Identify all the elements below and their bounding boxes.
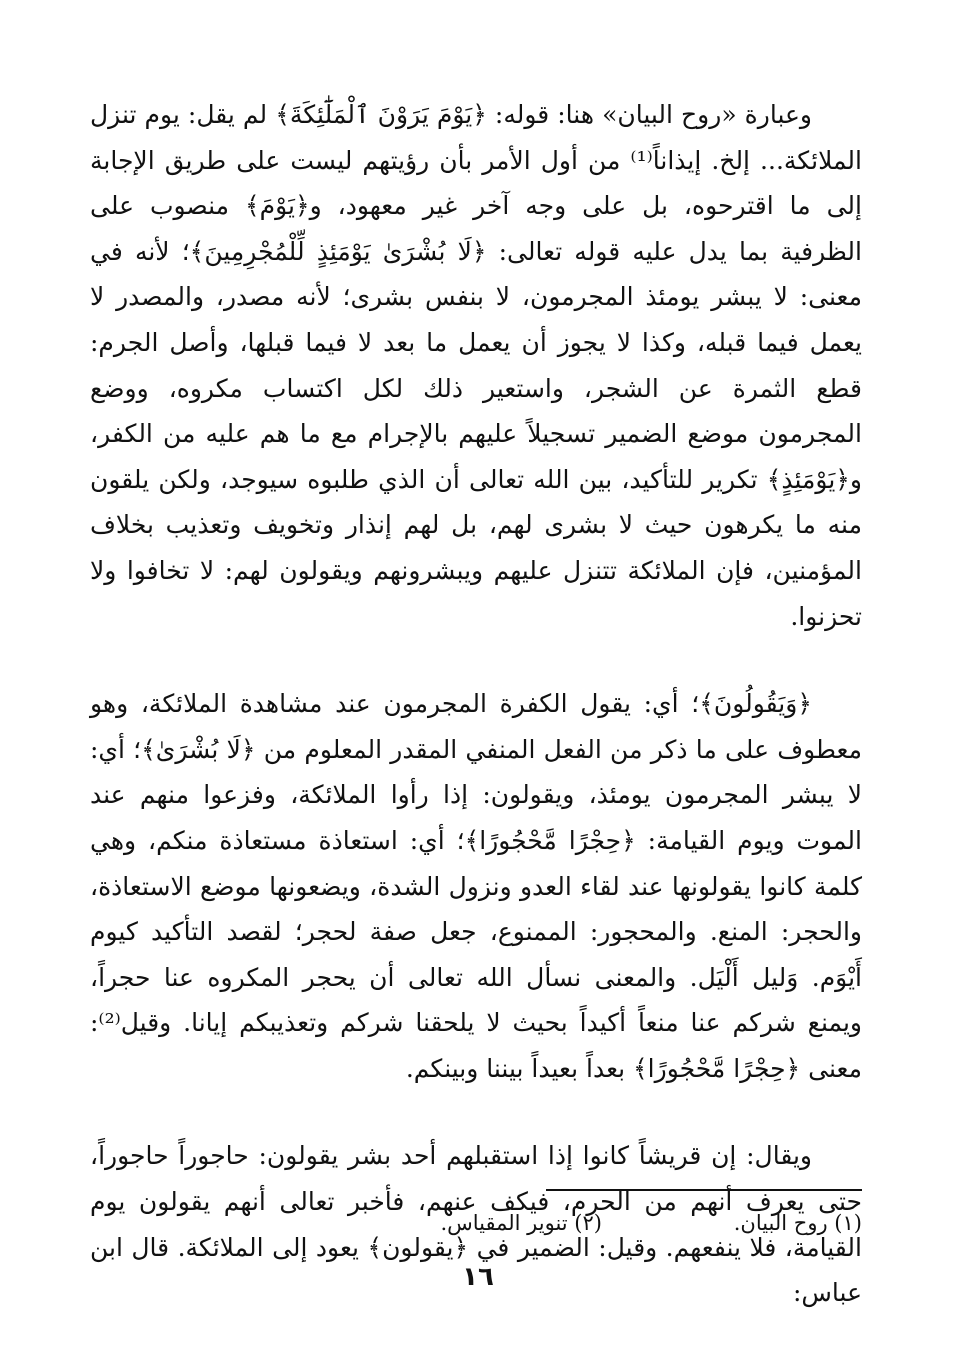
main-text: [90, 92, 862, 1316]
paragraph: ﴿وَيَقُولُونَ﴾؛ أي: يقول الكفرة المجرمون عند مشاهدة الملائكة، وهو معطوف على ما ذكر من الفعل المنفي المقدر المعلوم من ﴿لَا بُشْرَىٰ﴾؛ أي: لا يبشر المجرمون يومئذ، ويقولون: إذا رأوا الملائكة، وفزعوا منهم عند الموت ويوم القيامة: ﴿حِجْرًا مَّحْجُورًا﴾؛ أي: استعاذة مستعاذة منكم، وهي كلمة كانوا يقولونها عند لقاء العدو ونزول الشدة، ويضعونها موضع الاستعاذة، والحجر: المنع. والمحجور: الممنوع، جعل صفة لحجر؛ لقصد التأكيد كيوم أَيْوَم. وَليل أَلْيَل. والمعنى نسأل الله تعالى أن يحجر المكروه عنا حجراً، ويمنع شركم عنا منعاً أكيداً بحيث لا يلحقنا شركم وتعذيبكم إيانا. وقيل⁽²⁾: معنى ﴿حِجْرًا مَّحْجُورًا﴾ بعداً بعيداً بيننا وبينكم.: [90, 689, 862, 1083]
footnote-1: (١) روح البيان.: [733, 1211, 862, 1235]
paragraph: ويقال: إن قريشاً كانوا إذا استقبلهم أحد بشر يقولون: حاجوراً حاجوراً، حتى يعرف أنهم من الحرم، فيكف عنهم، فأخبر تعالى أنهم يقولون يوم القيامة، فلا ينفعهم. وقيل: الضمير في ﴿يقولون﴾ يعود إلى الملائكة. قال ابن عباس:: [90, 1141, 862, 1308]
footnote-divider: [546, 1189, 862, 1191]
paragraph: وعبارة «روح البيان» هنا: قوله: ﴿يَوْمَ يَرَوْنَ ٱلْمَلَٰٓئِكَةَ﴾ لم يقل: يوم تنزل الملائكة... إلخ. إيذاناً⁽¹⁾ من أول الأمر بأن رؤيتهم ليست على طريق الإجابة إلى ما اقترحوه، بل على وجه آخر غير معهود، و﴿يَوْمَ﴾ منصوب على الظرفية بما يدل عليه قوله تعالى: ﴿لَا بُشْرَىٰ يَوْمَئِذٍ لِّلْمُجْرِمِينَ﴾؛ لأنه في معنى: لا يبشر يومئذ المجرمون، لا بنفس بشرى؛ لأنه مصدر، والمصدر لا يعمل فيما قبله، وكذا لا يجوز أن يعمل ما بعد لا فيما قبلها، وأصل الجرم: قطع الثمرة عن الشجر، واستعير ذلك لكل اكتساب مكروه، ووضع المجرمون موضع الضمير تسجيلاً عليهم بالإجرام مع ما هم عليه من الكفر، و﴿يَوْمَئِذٍ﴾ تكرير للتأكيد، بين الله تعالى أن الذي طلبوه سيوجد، ولكن يلقون منه ما يكرهون حيث لا بشرى لهم، بل لهم إنذار وتخويف وتعذيب بخلاف المؤمنين، فإن الملائكة تتنزل عليهم ويبشرونهم ويقولون لهم: لا تخافوا ولا تحزنوا.: [90, 100, 863, 631]
page-number: ١٦: [462, 1262, 494, 1292]
footnote-2: (٢) تنوير المقياس.: [440, 1211, 602, 1235]
